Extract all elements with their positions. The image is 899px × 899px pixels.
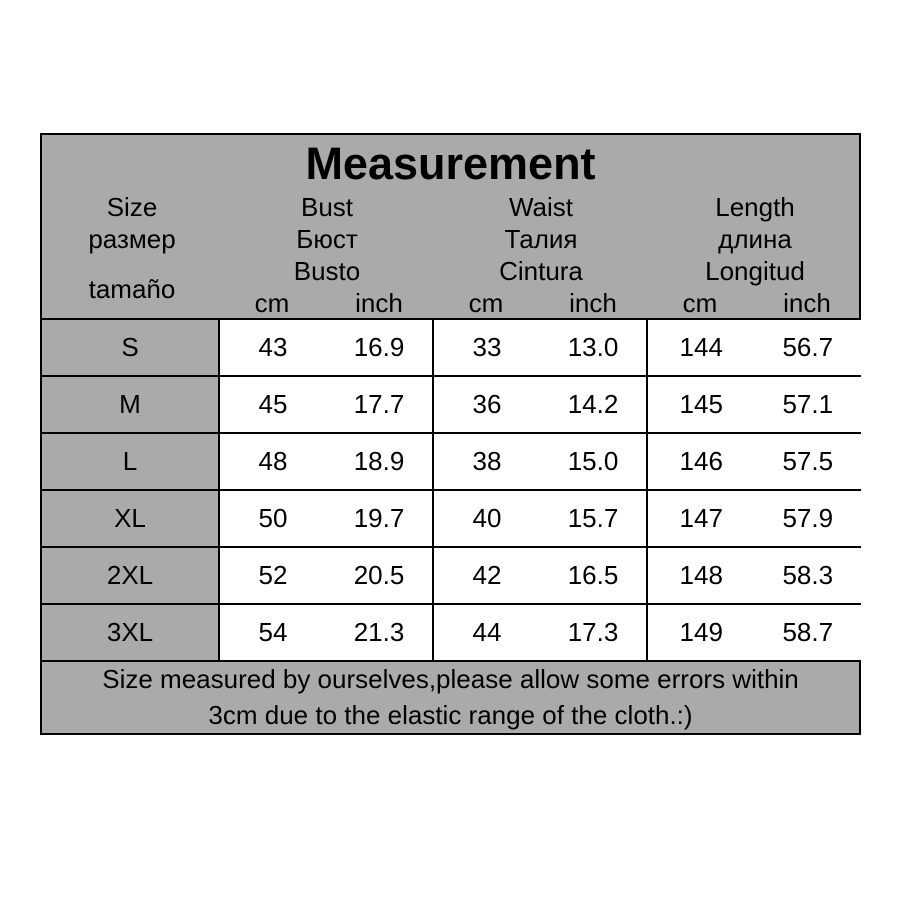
waist-unit-inch: inch	[569, 288, 617, 318]
table-row	[42, 319, 861, 376]
measurement-table	[42, 318, 861, 662]
bust-inch-value: 19.7	[353, 503, 405, 533]
table-row	[42, 604, 861, 661]
bust-unit-cm: cm	[254, 288, 290, 318]
length-cm-value: 144	[679, 332, 723, 362]
size-chart	[40, 133, 861, 735]
length-cm-value: 149	[679, 617, 723, 647]
length-cell	[647, 319, 861, 376]
waist-inch-value: 15.7	[567, 503, 619, 533]
waist-cm-value: 33	[472, 332, 502, 362]
waist-unit-cm: cm	[468, 288, 504, 318]
length-header-ru: длина	[718, 224, 792, 254]
bust-header-ru: Бюст	[296, 224, 358, 254]
bust-cm-value: 54	[258, 617, 288, 647]
size-header-ru: размер	[88, 224, 176, 254]
table-row	[42, 547, 861, 604]
bust-cm-value: 43	[258, 332, 288, 362]
bust-cell	[219, 319, 433, 376]
bust-cm-value: 50	[258, 503, 288, 533]
bust-header-es: Busto	[293, 256, 361, 286]
waist-cm-value: 44	[472, 617, 502, 647]
waist-cell	[433, 319, 647, 376]
bust-cm-value: 52	[258, 560, 288, 590]
length-unit-inch: inch	[783, 288, 831, 318]
length-cell	[647, 490, 861, 547]
length-cell	[647, 547, 861, 604]
waist-cm-value: 36	[472, 389, 502, 419]
bust-cm-value: 45	[258, 389, 288, 419]
bust-inch-value: 17.7	[353, 389, 405, 419]
bust-cell	[219, 376, 433, 433]
waist-cell	[433, 490, 647, 547]
bust-header-en: Bust	[300, 192, 354, 222]
length-inch-value: 58.7	[782, 617, 834, 647]
waist-inch-value: 13.0	[567, 332, 619, 362]
length-cell	[647, 376, 861, 433]
size-cell: L	[42, 433, 219, 490]
bust-cell	[219, 604, 433, 661]
waist-cm-value: 42	[472, 560, 502, 590]
waist-cm-value: 38	[472, 446, 502, 476]
length-inch-value: 57.1	[782, 389, 834, 419]
table-row	[42, 433, 861, 490]
waist-inch-value: 16.5	[567, 560, 619, 590]
length-cell	[647, 604, 861, 661]
waist-header-es: Cintura	[499, 256, 583, 286]
length-header-en: Length	[715, 192, 795, 222]
size-cell: XL	[42, 490, 219, 547]
waist-inch-value: 14.2	[567, 389, 619, 419]
table-row	[42, 490, 861, 547]
length-inch-value: 56.7	[782, 332, 834, 362]
waist-inch-value: 17.3	[567, 617, 619, 647]
waist-cell	[433, 376, 647, 433]
length-cell	[647, 433, 861, 490]
waist-cell	[433, 433, 647, 490]
size-header-es: tamaño	[88, 274, 176, 304]
chart-title: Measurement	[305, 138, 596, 189]
size-cell: 3XL	[42, 604, 219, 661]
waist-header-ru: Талия	[504, 224, 578, 254]
length-cm-value: 146	[679, 446, 723, 476]
bust-cell	[219, 547, 433, 604]
length-inch-value: 57.9	[782, 503, 834, 533]
disclaimer-line-1: Size measured by ourselves,please allow some errors within	[102, 664, 799, 694]
disclaimer-line-2: 3cm due to the elastic range of the cloth.:)	[208, 700, 693, 730]
length-inch-value: 58.3	[782, 560, 834, 590]
disclaimer-note	[42, 656, 859, 733]
table-row	[42, 376, 861, 433]
length-cm-value: 148	[679, 560, 723, 590]
bust-unit-inch: inch	[355, 288, 403, 318]
chart-header	[42, 135, 859, 318]
length-inch-value: 57.5	[782, 446, 834, 476]
waist-cell	[433, 547, 647, 604]
length-cm-value: 145	[679, 389, 723, 419]
size-cell: S	[42, 319, 219, 376]
size-header-en: Size	[106, 192, 158, 222]
length-cm-value: 147	[679, 503, 723, 533]
length-unit-cm: cm	[682, 288, 718, 318]
bust-cell	[219, 433, 433, 490]
bust-inch-value: 20.5	[353, 560, 405, 590]
waist-cm-value: 40	[472, 503, 502, 533]
bust-inch-value: 16.9	[353, 332, 405, 362]
bust-inch-value: 21.3	[353, 617, 405, 647]
waist-cell	[433, 604, 647, 661]
bust-cell	[219, 490, 433, 547]
bust-inch-value: 18.9	[353, 446, 405, 476]
waist-header-en: Waist	[508, 192, 574, 222]
size-cell: 2XL	[42, 547, 219, 604]
length-header-es: Longitud	[705, 256, 805, 286]
bust-cm-value: 48	[258, 446, 288, 476]
waist-inch-value: 15.0	[567, 446, 619, 476]
size-cell: M	[42, 376, 219, 433]
